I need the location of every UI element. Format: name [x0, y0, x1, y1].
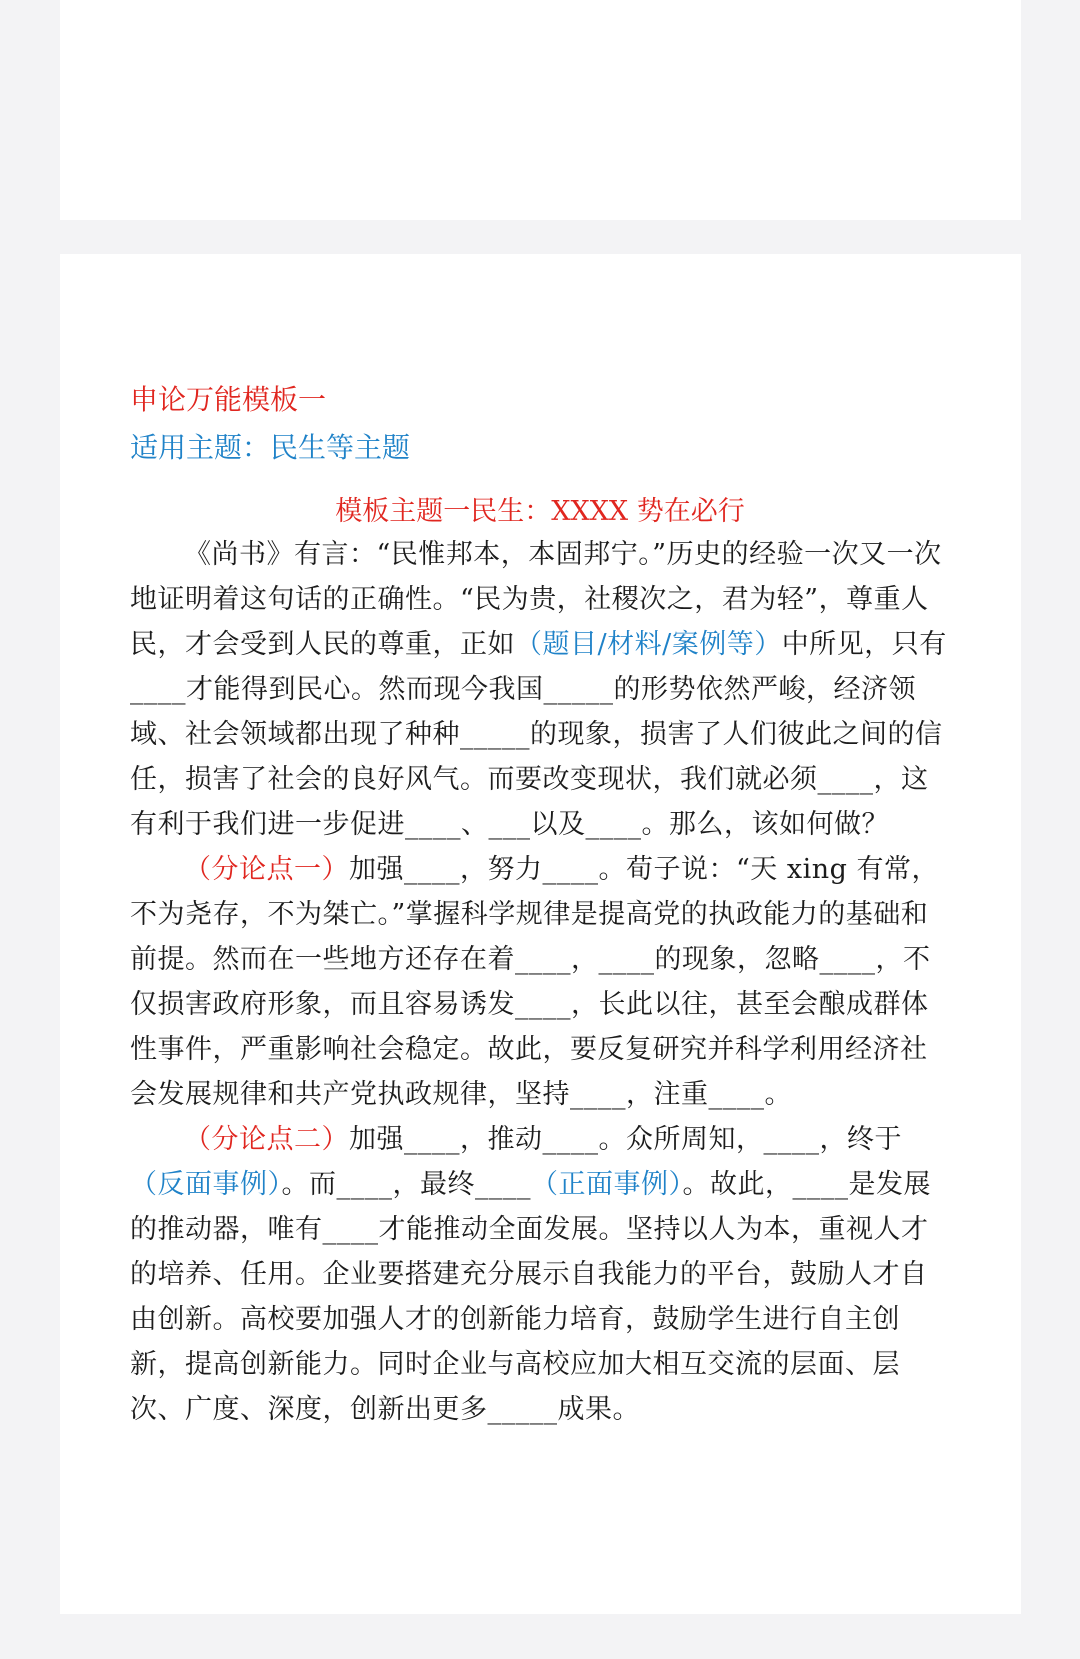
negative-example-note: （反面事例） — [130, 1169, 282, 1200]
intro-text-1: 《尚书》有言：“民惟邦本，本固邦宁。”历史的经验一次又一次地证明着这句话的正确性。“民为贵，社稷次之，君为轻”，尊重人民，才会受到人民的尊重，正如 — [130, 539, 942, 660]
argument-two-label: （分论点二） — [184, 1124, 349, 1155]
template-heading: 模板主题一民生：XXXX 势在必行 — [335, 496, 745, 527]
document-page — [60, 254, 1021, 1614]
document-title: 申论万能模板一 — [130, 383, 327, 416]
document-subtitle: 适用主题：民生等主题 — [130, 431, 411, 464]
previous-page-card — [60, 0, 1021, 220]
argument-one-text: 加强____，努力____。荀子说：“天 xing 有常，不为尧存，不为桀亡。”掌握科学规律是提高党的执政能力的基础和前提。然而在一些地方还存在着____，____的现象，忽略____，不仅损害政府形象，而且容易诱发____，长此以往，甚至会酿成群体性事件，严重影响社会稳定。故此，要反复研究并科学利用经济社会发展规律和共产党执政规律，坚持____，注重____。 — [130, 854, 940, 1110]
argument-one-label: （分论点一） — [184, 854, 349, 885]
argument-two-text-3: 。故此，____是发展的推动器，唯有____才能推动全面发展。坚持以人为本，重视人才的培养、任用。企业要搭建充分展示自我能力的平台，鼓励人才自由创新。高校要加强人才的创新能力培育，鼓励学生进行自主创新，提高创新能力。同时企业与高校应加大相互交流的层面、层次、广度、深度，创新出更多_____成果。 — [130, 1169, 931, 1425]
positive-example-note: （正面事例） — [531, 1169, 683, 1200]
argument-two-paragraph — [130, 1117, 950, 1432]
argument-two-text-1: 加强____，推动____。众所周知，____，终于 — [349, 1124, 902, 1155]
intro-paragraph — [130, 532, 950, 847]
document-content — [130, 380, 950, 1432]
argument-two-text-2: 。而____，最终____ — [281, 1169, 531, 1200]
intro-text-2: 中所见，只有____才能得到民心。然而现今我国_____的形势依然严峻，经济领域、社会领域都出现了种种_____的现象，损害了人们彼此之间的信任，损害了社会的良好风气。而要改变现状，我们就必须____，这有利于我们进一步促进____、___以及____。那么，该如何做？ — [130, 629, 947, 840]
intro-blue-note: （题目/材料/案例等） — [515, 629, 782, 660]
argument-one-paragraph — [130, 847, 950, 1117]
